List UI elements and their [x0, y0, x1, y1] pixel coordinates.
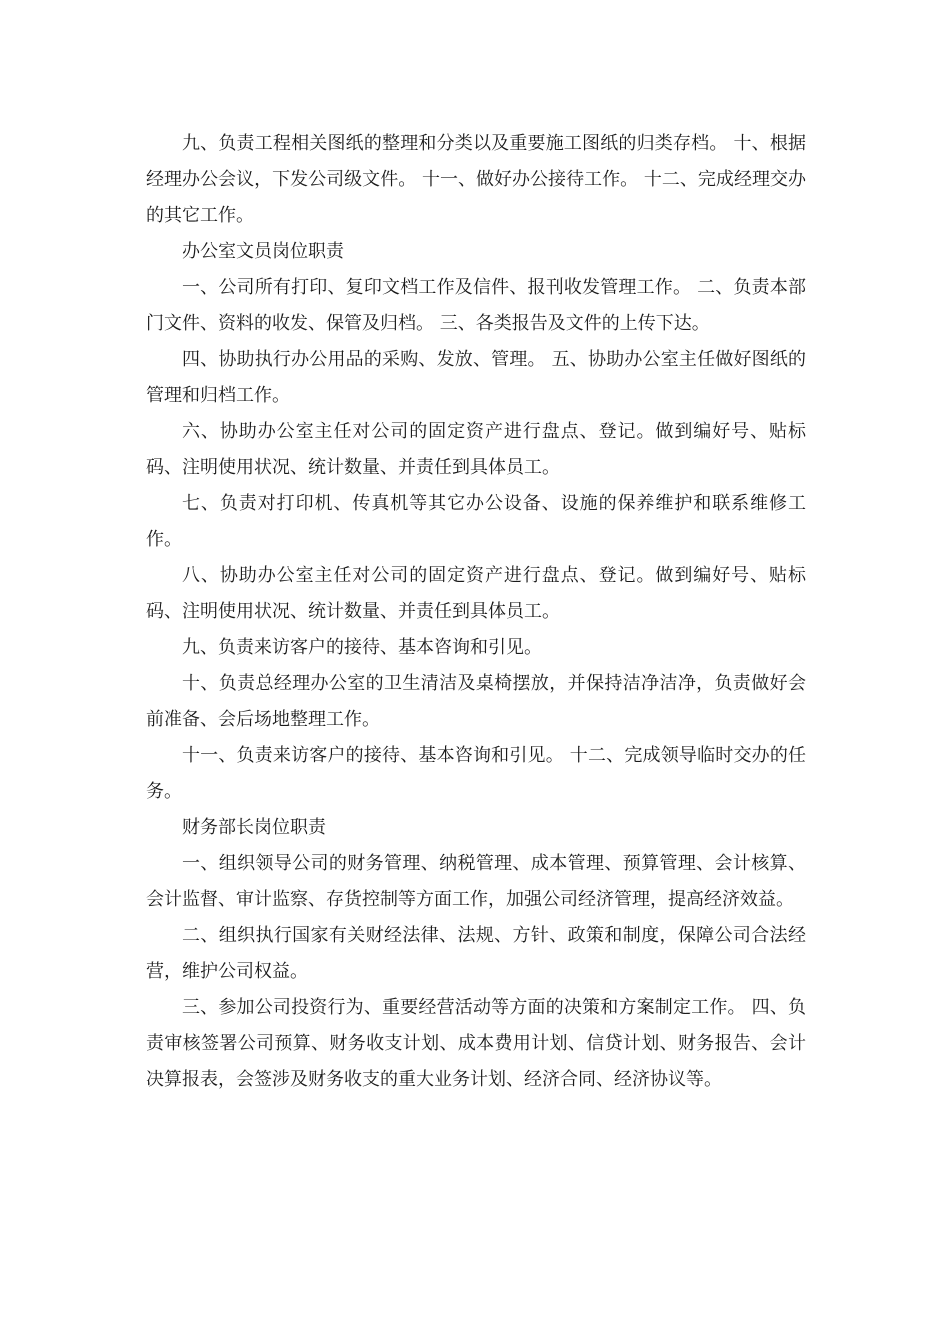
paragraph-clerk-7: 七、负责对打印机、传真机等其它办公设备、设施的保养维护和联系维修工作。: [146, 493, 806, 550]
paragraph-finance-1: 一、组织领导公司的财务管理、纳税管理、成本管理、预算管理、会计核算、会计监督、审计监察、存货控制等方面工作，加强公司经济管理，提高经济效益。: [146, 853, 806, 910]
paragraph-clerk-1-3: 一、公司所有打印、复印文档工作及信件、报刊收发管理工作。 二、负责本部门文件、资料的收发、保管及归档。 三、各类报告及文件的上传下达。: [146, 277, 806, 334]
paragraph-clerk-9: 九、负责来访客户的接待、基本咨询和引见。: [182, 637, 542, 658]
document-body: [146, 126, 806, 1098]
paragraph-finance-2: 二、组织执行国家有关财经法律、法规、方针、政策和制度，保障公司合法经营，维护公司权益。: [146, 925, 806, 982]
section-heading-office-clerk: 办公室文员岗位职责: [182, 241, 344, 262]
paragraph-clerk-8: 八、协助办公室主任对公司的固定资产进行盘点、登记。做到编好号、贴标码、注明使用状况、统计数量、并责任到具体员工。: [146, 565, 806, 622]
paragraph-clerk-6: 六、协助办公室主任对公司的固定资产进行盘点、登记。做到编好号、贴标码、注明使用状况、统计数量、并责任到具体员工。: [146, 421, 806, 478]
paragraph-finance-3-4: 三、参加公司投资行为、重要经营活动等方面的决策和方案制定工作。 四、负责审核签署公司预算、财务收支计划、成本费用计划、信贷计划、财务报告、会计决算报表，会签涉及财务收支的重大业务计划、经济合同、经济协议等。: [146, 997, 806, 1090]
paragraph-clerk-10: 十、负责总经理办公室的卫生清洁及桌椅摆放，并保持洁净洁净，负责做好会前准备、会后场地整理工作。: [146, 673, 806, 730]
paragraph-drawings-and-duties: 九、负责工程相关图纸的整理和分类以及重要施工图纸的归类存档。 十、根据经理办公会议，下发公司级文件。 十一、做好办公接待工作。 十二、完成经理交办的其它工作。: [146, 133, 806, 226]
section-heading-finance-director: 财务部长岗位职责: [182, 817, 326, 838]
paragraph-clerk-4-5: 四、协助执行办公用品的采购、发放、管理。 五、协助办公室主任做好图纸的管理和归档工作。: [146, 349, 806, 406]
paragraph-clerk-11-12: 十一、负责来访客户的接待、基本咨询和引见。 十二、完成领导临时交办的任务。: [146, 745, 806, 802]
